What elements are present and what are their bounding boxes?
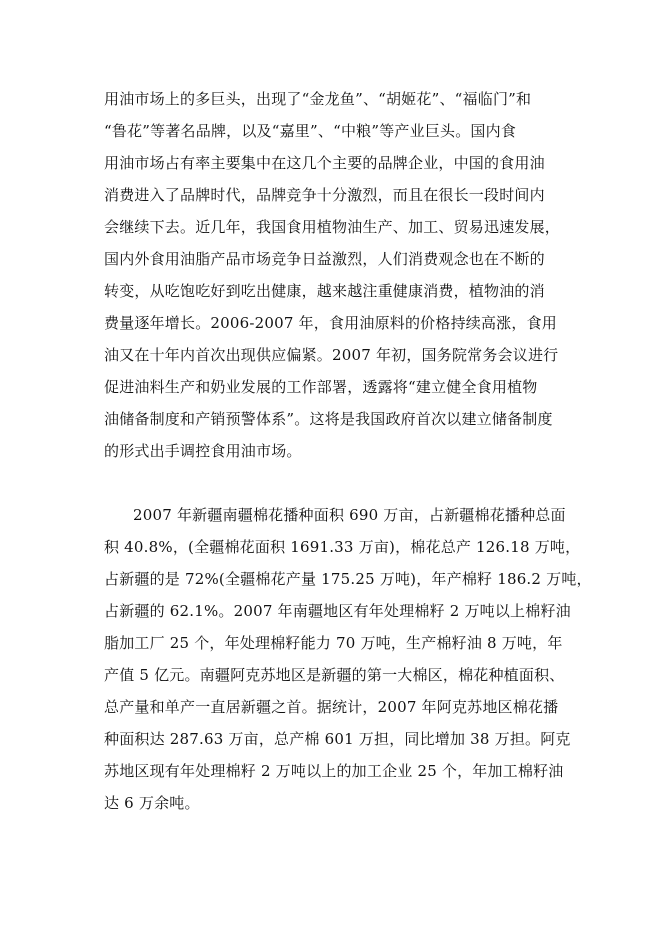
text-line: 种面积达 287.63 万亩，总产棉 601 万担，同比增加 38 万担。阿克 — [104, 730, 571, 748]
text-line: 油又在十年内首次出现供应偏紧。2007 年初，国务院常务会议进行 — [104, 346, 559, 364]
text-line: 费量逐年增长。2006-2007 年，食用油原料的价格持续高涨，食用 — [104, 314, 557, 332]
text-line: 总产量和单产一直居新疆之首。据统计，2007 年阿克苏地区棉花播 — [104, 698, 559, 716]
text-line: 苏地区现有年处理棉籽 2 万吨以上的加工企业 25 个，年加工棉籽油 — [104, 762, 564, 780]
text-line: 国内外食用油脂产品市场竞争日益激烈，人们消费观念也在不断的 — [104, 250, 545, 268]
text-line: 用油市场上的多巨头，出现了“金龙鱼”、“胡姬花”、“福临门”和 — [104, 90, 532, 108]
text-line: 积 40.8%，(全疆棉花面积 1691.33 万亩)，棉花总产 126.18 万吨， — [104, 538, 581, 556]
text-line: 促进油料生产和奶业发展的工作部署，透露将“建立健全食用植物 — [104, 378, 538, 396]
text-line: 油储备制度和产销预警体系”。这将是我国政府首次以建立储备制度 — [104, 410, 553, 428]
text-line: 转变，从吃饱吃好到吃出健康，越来越注重健康消费，植物油的消 — [104, 282, 545, 300]
text-line: 会继续下去。近几年，我国食用植物油生产、加工、贸易迅速发展， — [104, 218, 561, 236]
text-line: 脂加工厂 25 个，年处理棉籽能力 70 万吨，生产棉籽油 8 万吨，年 — [104, 634, 563, 652]
text-line: “鲁花”等著名品牌，以及“嘉里”、“中粮”等产业巨头。国内食 — [104, 122, 517, 140]
text-line: 2007 年新疆南疆棉花播种面积 690 万亩，占新疆棉花播种总面 — [133, 506, 566, 524]
text-line: 产值 5 亿元。南疆阿克苏地区是新疆的第一大棉区，棉花种植面积、 — [104, 666, 565, 684]
text-line: 占新疆的是 72%(全疆棉花产量 175.25 万吨)，年产棉籽 186.2 万吨， — [104, 570, 592, 588]
text-line: 消费进入了品牌时代，品牌竞争十分激烈，而且在很长一段时间内 — [104, 186, 545, 204]
text-line: 达 6 万余吨。 — [104, 794, 200, 812]
text-line: 用油市场占有率主要集中在这几个主要的品牌企业，中国的食用油 — [104, 154, 545, 172]
text-line: 的形式出手调控食用油市场。 — [104, 442, 302, 460]
text-line: 占新疆的 62.1%。2007 年南疆地区有年处理棉籽 2 万吨以上棉籽油 — [104, 602, 571, 620]
